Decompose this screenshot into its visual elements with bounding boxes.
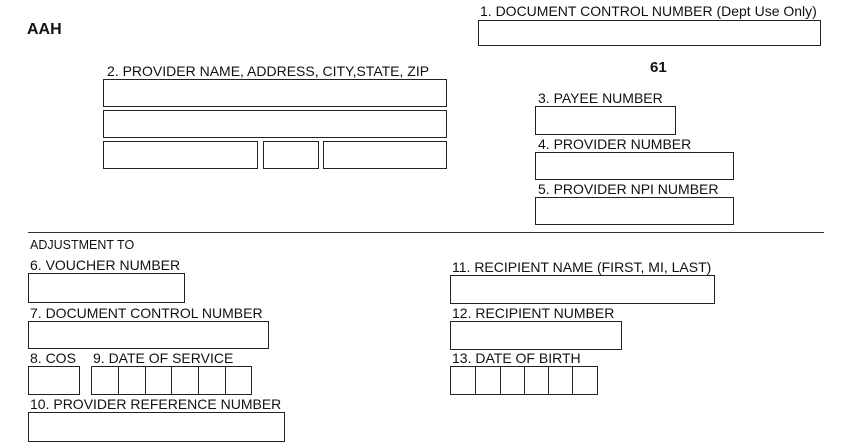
- provider-zip-field[interactable]: [323, 141, 447, 169]
- provider-city-field[interactable]: [103, 141, 258, 169]
- payee-number-field[interactable]: [535, 106, 676, 135]
- provider-number-label: 4. PROVIDER NUMBER: [538, 136, 692, 152]
- recipient-number-field[interactable]: [450, 321, 622, 350]
- date-of-birth-label: 13. DATE OF BIRTH: [452, 350, 581, 366]
- form-code: AAH: [27, 21, 62, 38]
- cos-label: 8. COS: [30, 350, 76, 366]
- section-divider: [28, 232, 824, 233]
- payee-number-label: 3. PAYEE NUMBER: [538, 90, 663, 106]
- date-of-service-digit[interactable]: [146, 367, 173, 394]
- recipient-number-label: 12. RECIPIENT NUMBER: [452, 305, 615, 321]
- provider-address-field[interactable]: [103, 110, 447, 138]
- provider-npi-label: 5. PROVIDER NPI NUMBER: [538, 181, 719, 197]
- voucher-number-label: 6. VOUCHER NUMBER: [30, 257, 181, 273]
- provider-name-address-label: 2. PROVIDER NAME, ADDRESS, CITY,STATE, ZIP: [107, 63, 430, 79]
- provider-npi-field[interactable]: [535, 197, 734, 225]
- date-of-birth-digit[interactable]: [573, 367, 598, 394]
- date-of-service-digit[interactable]: [199, 367, 226, 394]
- cos-field[interactable]: [28, 366, 80, 395]
- date-of-birth-digit[interactable]: [525, 367, 550, 394]
- page-number: 61: [650, 59, 667, 76]
- date-of-birth-digit[interactable]: [501, 367, 525, 394]
- adjustment-section-label: ADJUSTMENT TO: [30, 238, 135, 252]
- recipient-name-label: 11. RECIPIENT NAME (FIRST, MI, LAST): [452, 259, 712, 275]
- date-of-birth-field[interactable]: [450, 366, 598, 395]
- date-of-service-digit[interactable]: [226, 367, 252, 394]
- doc-control-dept-label: 1. DOCUMENT CONTROL NUMBER (Dept Use Only): [480, 3, 817, 19]
- provider-state-field[interactable]: [263, 141, 319, 169]
- date-of-birth-digit[interactable]: [549, 367, 573, 394]
- doc-control-dept-field[interactable]: [478, 20, 821, 46]
- date-of-service-field[interactable]: [91, 366, 252, 395]
- doc-control-number-label: 7. DOCUMENT CONTROL NUMBER: [30, 305, 263, 321]
- provider-name-field[interactable]: [103, 79, 447, 107]
- voucher-number-field[interactable]: [28, 273, 185, 303]
- date-of-birth-digit[interactable]: [451, 367, 476, 394]
- provider-reference-field[interactable]: [28, 412, 285, 442]
- date-of-service-label: 9. DATE OF SERVICE: [93, 350, 234, 366]
- recipient-name-field[interactable]: [450, 275, 715, 304]
- provider-reference-label: 10. PROVIDER REFERENCE NUMBER: [30, 396, 282, 412]
- date-of-service-digit[interactable]: [172, 367, 199, 394]
- doc-control-number-field[interactable]: [28, 321, 269, 349]
- date-of-birth-digit[interactable]: [476, 367, 501, 394]
- date-of-service-digit[interactable]: [119, 367, 146, 394]
- date-of-service-digit[interactable]: [92, 367, 119, 394]
- provider-number-field[interactable]: [535, 152, 734, 180]
